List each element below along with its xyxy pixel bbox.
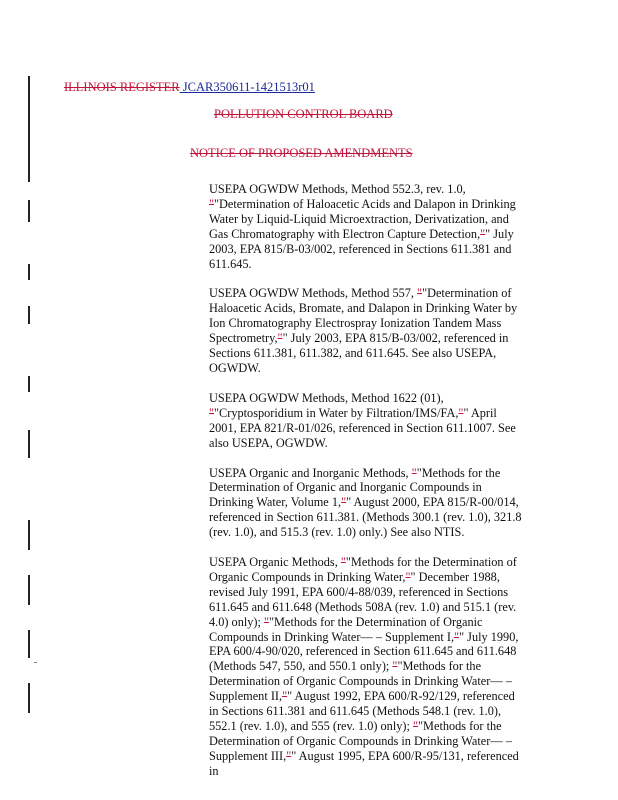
board-title: POLLUTION CONTROL BOARD bbox=[214, 107, 393, 121]
revision-bar bbox=[28, 683, 30, 713]
revision-bar bbox=[28, 630, 30, 658]
revision-bar bbox=[28, 376, 30, 392]
register-title: ILLINOIS REGISTER bbox=[64, 80, 180, 94]
reference-entry: USEPA OGWDW Methods, Method 1622 (01), ""Cryptosporidium in Water by Filtration/IMS/FA,"" April 2001, EPA 821/R-01/026, referenced in Section 611.1007. See also USEPA, OGWDW. bbox=[209, 390, 516, 450]
margin-mark bbox=[34, 662, 37, 663]
revision-bar bbox=[28, 264, 30, 280]
revision-bar bbox=[28, 76, 30, 182]
revision-bar bbox=[28, 306, 30, 324]
register-header bbox=[64, 80, 315, 95]
reference-entry: USEPA Organic Methods, ""Methods for the Determination of Organic Compounds in Drinking Water,"" December 1988, revised July 1991, EPA 600/4-88/039, referenced in Sections 611.645 and 611.648 (Methods 508A (rev. 1.0) and 515.1 (rev. 4.0) only); ""Methods for the Determination of Organic Compounds in Drinking Water— – Supplement I,"" July 1990, EPA 600/4-90/020, referenced in Section 611.645 and 611.648 (Methods 547, 550, and 550.1 only); ""Methods for the Determination of Organic Compounds in Drinking Water— – Supplement II,"" August 1992, EPA 600/R-92/129, referenced in Sections 611.381 and 611.645 (Methods 548.1 (rev. 1.0), 552.1 (rev. 1.0), and 555 (rev. 1.0) only); ""Methods for the Determination of Organic Compounds in Drinking Water— – Supplement III,"" August 1995, EPA 600/R-95/131, referenced in bbox=[209, 555, 519, 778]
revision-bar bbox=[28, 520, 30, 550]
reference-entry: USEPA Organic and Inorganic Methods, ""Methods for the Determination of Organic and Inorganic Compounds in Drinking Water, Volume 1,"" August 2000, EPA 815/R-00/014, referenced in Section 611.381. (Methods 300.1 (rev. 1.0), 321.8 (rev. 1.0), and 515.3 (rev. 1.0) only.) See also NTIS. bbox=[209, 465, 522, 540]
revision-bar bbox=[28, 430, 30, 458]
reference-entry: USEPA OGWDW Methods, Method 552.3, rev. 1.0, ""Determination of Haloacetic Acids and Dalapon in Drinking Water by Liquid-Liquid Microextraction, Derivatization, and Gas Chromatography with Electron Capture Detection,"" July 2003, EPA 815/B-03/002, referenced in Sections 611.381 and 611.645. bbox=[209, 182, 516, 271]
reference-entry: USEPA OGWDW Methods, Method 557, ""Determination of Haloacetic Acids, Bromate, and Dalapon in Drinking Water by Ion Chromatography Electrospray Ionization Tandem Mass Spectrometry,"" July 2003, EPA 815/B-03/002, referenced in Sections 611.381, 611.382, and 611.645. See also USEPA, OGWDW. bbox=[209, 286, 518, 375]
register-id: JCAR350611-1421513r01 bbox=[182, 80, 315, 94]
notice-title: NOTICE OF PROPOSED AMENDMENTS bbox=[190, 146, 413, 160]
revision-bar bbox=[28, 200, 30, 222]
revision-bar bbox=[28, 575, 30, 605]
reference-list bbox=[209, 182, 527, 794]
